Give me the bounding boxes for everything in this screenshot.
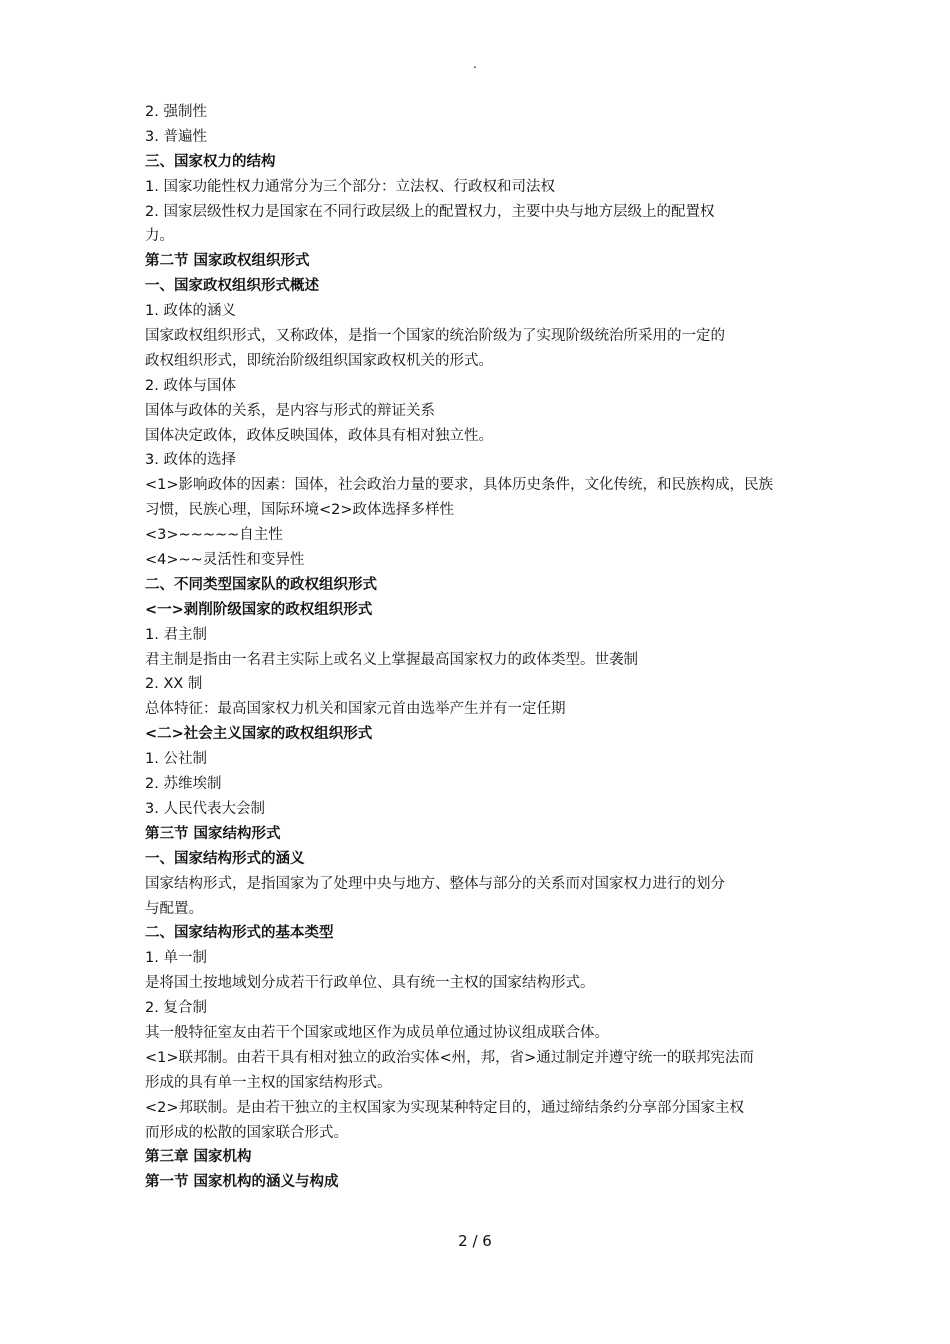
text-line: 2. 复合制 <box>145 1000 207 1017</box>
text-line: <1>影响政体的因素：国体，社会政治力量的要求，具体历史条件，文化传统，和民族构成，民族 <box>145 477 774 494</box>
text-line: 2. 苏维埃制 <box>145 776 222 793</box>
text-line: 1. 国家功能性权力通常分为三个部分：立法权、行政权和司法权 <box>145 178 555 195</box>
text-line: 国体决定政体，政体反映国体，政体具有相对独立性。 <box>145 427 493 444</box>
text-line: <2>邦联制。是由若干独立的主权国家为实现某种特定目的，通过缔结条约分享部分国家主权 <box>145 1099 745 1116</box>
section-heading: 第三节 国家结构形式 <box>145 825 281 842</box>
section-heading: <二>社会主义国家的政权组织形式 <box>145 726 373 743</box>
text-line: 君主制是指由一名君主实际上或名义上掌握最高国家权力的政体类型。世袭制 <box>145 651 638 668</box>
text-line: 2. 国家层级性权力是国家在不同行政层级上的配置权力，主要中央与地方层级上的配置权 <box>145 203 715 220</box>
text-line: 力。 <box>145 228 174 245</box>
section-heading: 二、不同类型国家队的政权组织形式 <box>145 576 377 593</box>
document-body <box>145 100 820 1195</box>
text-line: <3>~~~~~自主性 <box>145 527 283 544</box>
text-line: 2. 强制性 <box>145 104 207 120</box>
text-line: 1. 君主制 <box>145 626 207 643</box>
text-line: 3. 人民代表大会制 <box>145 800 265 817</box>
section-heading: 三、国家权力的结构 <box>145 153 276 170</box>
text-line: 2. XX 制 <box>145 676 203 693</box>
text-line: 1. 公社制 <box>145 751 207 768</box>
text-line: 国体与政体的关系，是内容与形式的辩证关系 <box>145 402 435 419</box>
section-heading: 二、国家结构形式的基本类型 <box>145 925 334 942</box>
text-line: 1. 政体的涵义 <box>145 303 236 320</box>
text-line: <1>联邦制。由若干具有相对独立的政治实体<州，邦，省>通过制定并遵守统一的联邦宪法而 <box>145 1049 754 1066</box>
text-line: 与配置。 <box>145 900 203 917</box>
text-line: 3. 普遍性 <box>145 128 207 145</box>
section-heading: 第三章 国家机构 <box>145 1149 252 1166</box>
text-line: 总体特征：最高国家权力机关和国家元首由选举产生并有一定任期 <box>145 701 566 718</box>
section-heading: 第一节 国家机构的涵义与构成 <box>145 1174 339 1191</box>
text-line: 形成的具有单一主权的国家结构形式。 <box>145 1074 392 1091</box>
section-heading: 一、国家政权组织形式概述 <box>145 278 319 295</box>
text-line: 习惯，民族心理，国际环境<2>政体选择多样性 <box>145 502 455 519</box>
header-dot: . <box>473 57 477 71</box>
text-line: 而形成的松散的国家联合形式。 <box>145 1124 348 1141</box>
section-heading: <一>剥削阶级国家的政权组织形式 <box>145 601 373 618</box>
text-line: 国家政权组织形式，又称政体，是指一个国家的统治阶级为了实现阶级统治所采用的一定的 <box>145 328 725 345</box>
section-heading: 第二节 国家政权组织形式 <box>145 253 310 270</box>
text-line: 是将国土按地域划分成若干行政单位、具有统一主权的国家结构形式。 <box>145 975 595 992</box>
text-line: 国家结构形式，是指国家为了处理中央与地方、整体与部分的关系而对国家权力进行的划分 <box>145 875 725 892</box>
section-heading: 一、国家结构形式的涵义 <box>145 850 305 867</box>
page-number: 2 / 6 <box>458 1232 492 1250</box>
text-line: 政权组织形式，即统治阶级组织国家政权机关的形式。 <box>145 352 493 369</box>
text-line: 其一般特征室友由若干个国家或地区作为成员单位通过协议组成联合体。 <box>145 1024 609 1041</box>
text-line: <4>~~灵活性和变异性 <box>145 552 305 569</box>
text-line: 3. 政体的选择 <box>145 452 236 469</box>
text-line: 2. 政体与国体 <box>145 377 236 394</box>
text-line: 1. 单一制 <box>145 950 207 967</box>
